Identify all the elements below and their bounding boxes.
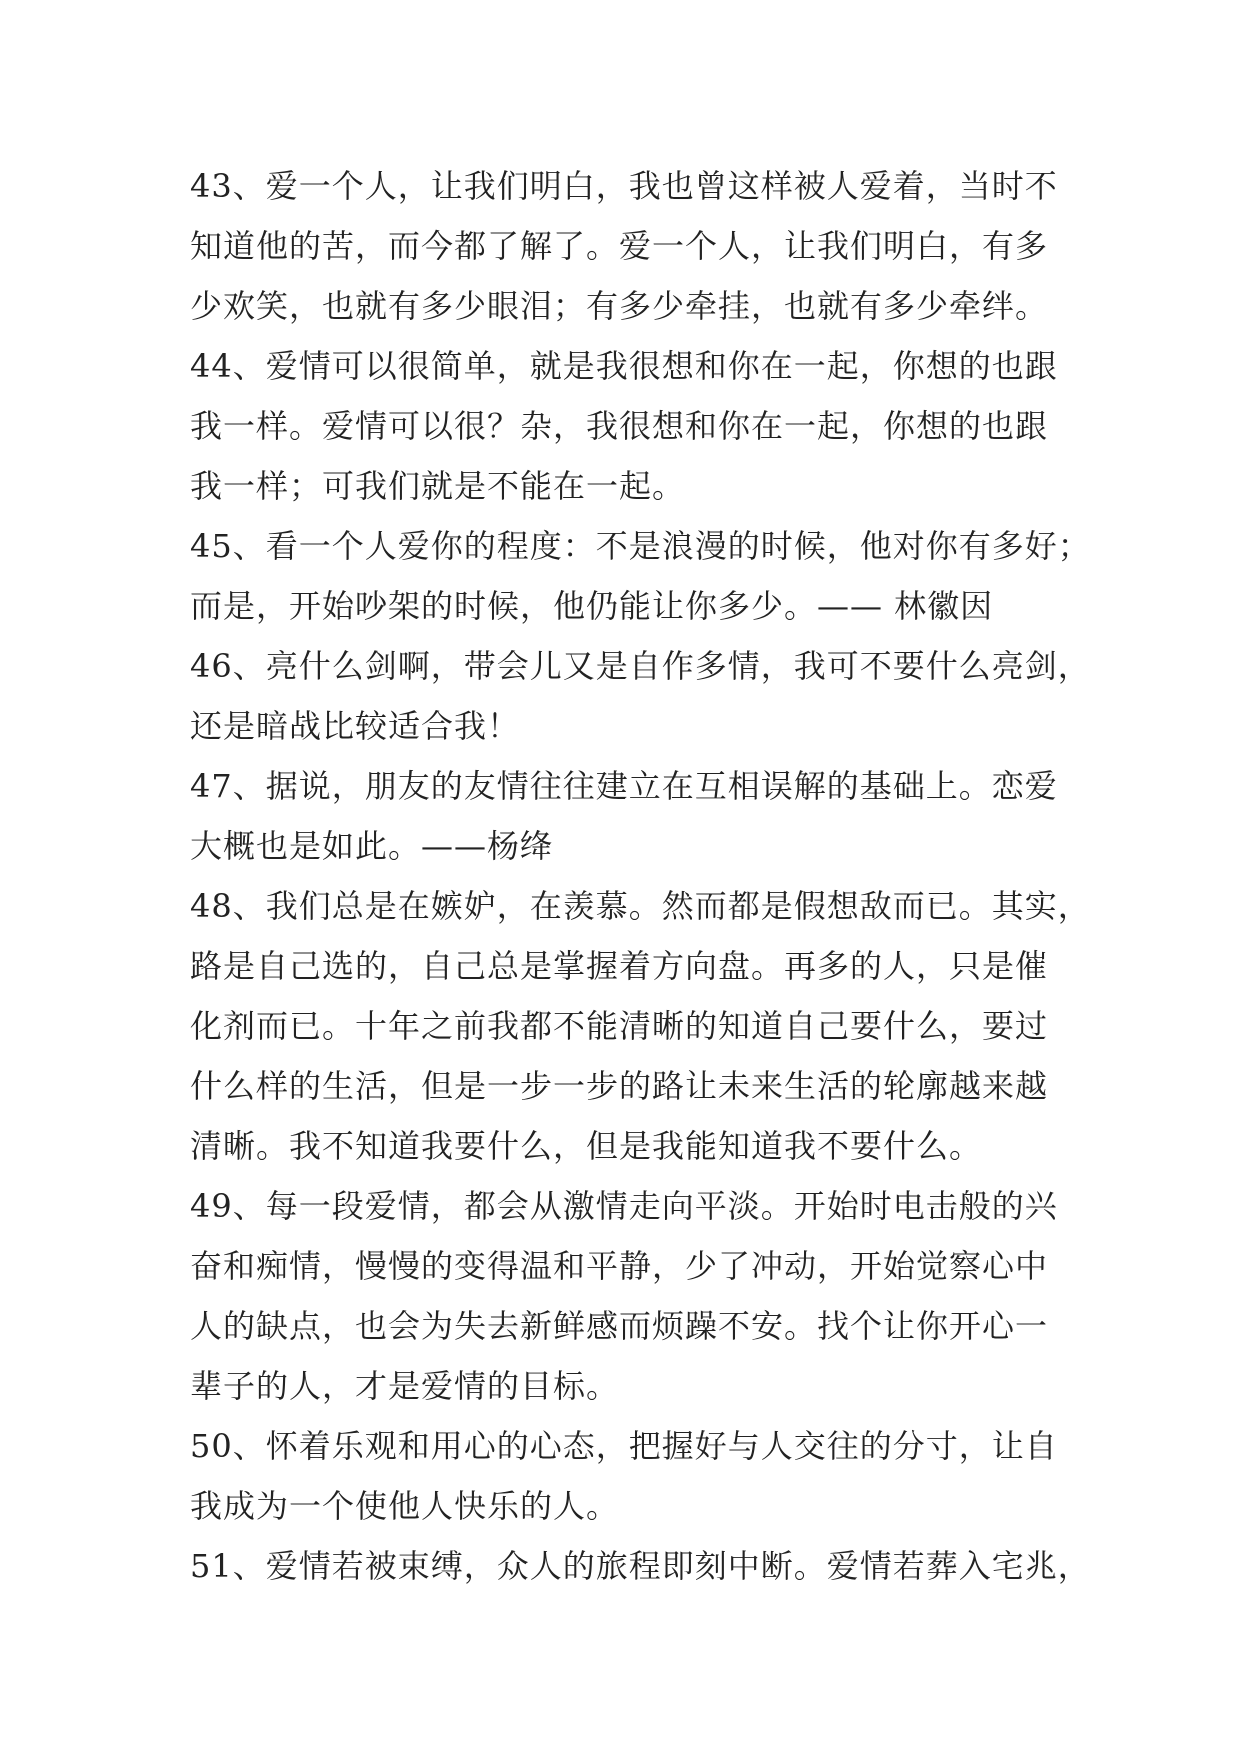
text-line: 人的缺点，也会为失去新鲜感而烦躁不安。找个让你开心一 — [190, 1307, 1049, 1345]
text-line: 46、亮什么剑啊，带会儿又是自作多情，我可不要什么亮剑， — [190, 647, 1091, 685]
text-line: 而是，开始吵架的时候，他仍能让你多少。—— 林徽因 — [190, 587, 994, 625]
text-line: 大概也是如此。——杨绛 — [190, 827, 554, 865]
text-line: 49、每一段爱情，都会从激情走向平淡。开始时电击般的兴 — [190, 1187, 1058, 1225]
text-line: 奋和痴情，慢慢的变得温和平静，少了冲动，开始觉察心中 — [190, 1247, 1049, 1285]
text-line: 我成为一个使他人快乐的人。 — [190, 1487, 620, 1525]
text-line: 知道他的苦，而今都了解了。爱一个人，让我们明白，有多 — [190, 227, 1049, 265]
text-line: 45、看一个人爱你的程度：不是浪漫的时候，他对你有多好； — [190, 527, 1091, 565]
text-line: 辈子的人，才是爱情的目标。 — [190, 1367, 620, 1405]
text-line: 我一样；可我们就是不能在一起。 — [190, 467, 686, 505]
text-line: 少欢笑，也就有多少眼泪；有多少牵挂，也就有多少牵绊。 — [190, 287, 1049, 325]
text-line: 路是自己选的，自己总是掌握着方向盘。再多的人，只是催 — [190, 947, 1049, 985]
text-line: 50、怀着乐观和用心的心态，把握好与人交往的分寸，让自 — [190, 1427, 1058, 1465]
text-line: 我一样。爱情可以很？杂，我很想和你在一起，你想的也跟 — [190, 407, 1049, 445]
text-line: 47、据说，朋友的友情往往建立在互相误解的基础上。恋爱 — [190, 767, 1058, 805]
text-line: 清晰。我不知道我要什么，但是我能知道我不要什么。 — [190, 1127, 983, 1165]
text-line: 化剂而已。十年之前我都不能清晰的知道自己要什么，要过 — [190, 1007, 1049, 1045]
text-line: 什么样的生活，但是一步一步的路让未来生活的轮廓越来越 — [190, 1067, 1049, 1105]
text-line: 43、爱一个人，让我们明白，我也曾这样被人爱着，当时不 — [190, 167, 1058, 205]
text-line: 44、爱情可以很简单，就是我很想和你在一起，你想的也跟 — [190, 347, 1058, 385]
text-line: 还是暗战比较适合我！ — [190, 707, 521, 745]
text-line: 48、我们总是在嫉妒，在羡慕。然而都是假想敌而已。其实， — [190, 887, 1091, 925]
text-line: 51、爱情若被束缚，众人的旅程即刻中断。爱情若葬入宅兆， — [190, 1547, 1091, 1585]
